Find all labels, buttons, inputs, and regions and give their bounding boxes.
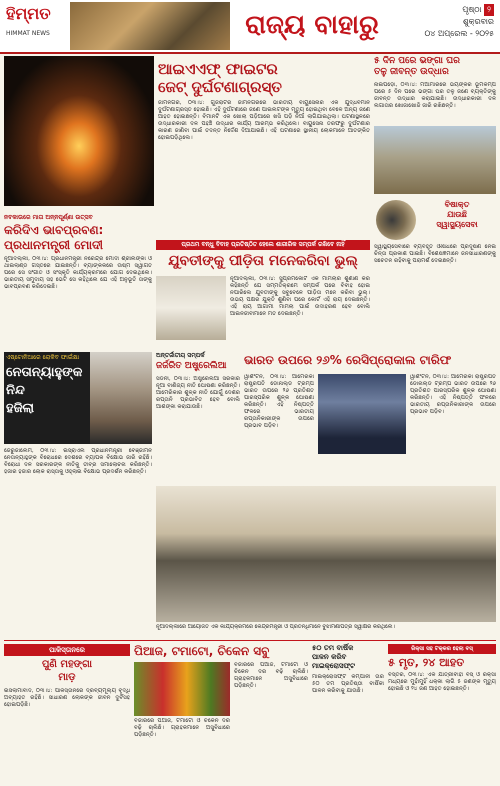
trump-photo (318, 374, 406, 454)
story-tariff (244, 352, 496, 482)
headline (312, 644, 384, 671)
headline-line2: ପାଳନ କରିବ (312, 653, 347, 661)
divider (4, 640, 496, 641)
story-body: ଜାମନଗର, ୦୩।୪: ଗୁଜରାଟର ଜାମନଗରରେ ଭାରତୀୟ ବାୟୁସେନାର ଏକ ଯୁଦ୍ଧବିମାନ ଦୁର୍ଘଟଣାଗ୍ରସ୍ତ ହୋଇଛି। ଏହି ଦୁର୍ଘଟଣାରେ ଜଣେ ପାଇଲଟଙ୍କ ମୃତ୍ୟୁ ହୋଇଥିବା ବେଳେ ଅନ୍ୟ ଜଣେ ଆହତ ହୋଇଛନ୍ତି। ବିମାନଟି ଏକ ଖୋଲା ପଡ଼ିଆରେ ଖସି ପଡ଼ି ନିଆଁ ଲାଗିଯାଇଥିଲା। ଘଟଣାସ୍ଥଳରେ ଉଦ୍ଧାରକାରୀ ଦଳ ପହଞ୍ଚି ଉଦ୍ଧାର କାର୍ଯ୍ୟ ଆରମ୍ଭ କରିଥିଲେ। ବାୟୁସେନା ତରଫରୁ ଦୁର୍ଘଟଣାର କାରଣ ଜାଣିବା ପାଇଁ ତଦନ୍ତ ନିର୍ଦ୍ଦେଶ ଦିଆଯାଇଛି। ଏହି ଘଟଣାରେ ସ୍ଥାନୀୟ ଲୋକମାନେ ଆତଙ୍କିତ ହୋଇପଡ଼ିଥିଲେ। (158, 100, 370, 141)
story-body: ବଜାରରେ ପିଆଜ, ଟମାଟୋ ଓ ଚିକେନ ଦର ବଢ଼ି ଚାଲିଛି। ଗ୍ରାହକମାନେ ଅସୁବିଧାରେ ପଡ଼ିଛନ୍ତି। (234, 662, 308, 689)
headline-line2: ଜେଟ୍ ଦୁର୍ଘଟଣାଗ୍ରସ୍ତ (158, 78, 282, 96)
headline-line1: ବିଷାକ୍ତ (444, 200, 470, 209)
netanyahu-body: ଜେରୁଜାଲେମ, ୦୩।୪: ଇସ୍ରାଏଲ ପ୍ରଧାନମନ୍ତ୍ରୀ ବେଞ୍ଜାମିନ ନେତାନ୍ୟାହୁଙ୍କ ବିରୋଧରେ ଦେଶରେ ବ୍ୟାପକ ବିକ୍ଷୋଭ ଜାରି ରହିଛି। ବିରୋଧୀ ଦଳ ସରକାରଙ୍କ ନୀତିକୁ ତୀବ୍ର ସମାଲୋଚନା କରିଛନ୍ତି। ହଜାର ହଜାର ଲୋକ ରାସ୍ତାକୁ ଓହ୍ଲାଇ ବିକ୍ଷୋଭ ପ୍ରଦର୍ଶନ କରିଛନ୍ତି। (4, 448, 152, 475)
page-number: ୨ (484, 4, 494, 16)
headline-line2: ମାଡ଼ (58, 672, 76, 683)
headline-line3: ସ୍ୱାସ୍ଥ୍ୟସେବା (436, 220, 478, 229)
vegetables-photo (134, 662, 230, 716)
headline: ଭାରତ ଉପରେ ୨୬% ରେସିପ୍ରୋକାଲ ଟାରିଫ (244, 353, 452, 367)
story-body: ମାଇକ୍ରୋସଫ୍ଟ କମ୍ପାନୀ ତାର ୫୦ ତମ ପ୍ରତିଷ୍ଠା ବାର୍ଷିକୀ ପାଳନ କରିବାକୁ ଯାଉଛି। (312, 674, 384, 694)
headline-line2: ପ୍ରଧାନମନ୍ତ୍ରୀ ମୋଦୀ (4, 238, 103, 252)
label: ପାକିସ୍ତାନରେ (4, 644, 130, 656)
story-body-2: ବଜାରରେ ପିଆଜ, ଟମାଟୋ ଓ ଚିକେନ ଦର ବଢ଼ି ଚାଲିଛି। ଗ୍ରାହକମାନେ ଅସୁବିଧାରେ ପଡ଼ିଛନ୍ତି। (134, 718, 230, 738)
headline: ଜର୍ଜରିତ ଅଷ୍ଟ୍ରେଲିଆ (156, 361, 227, 371)
masthead (0, 0, 500, 54)
headline: ପିଆଜ, ଟମାଟୋ, ଚିକେନ ସବୁ (134, 644, 270, 658)
story-modi (4, 214, 152, 348)
story-accident (388, 644, 496, 782)
logo-tagline: HIMMAT NEWS (6, 30, 50, 37)
headline-line3: ମାଇକ୍ରୋସଫ୍ଟ (312, 662, 356, 670)
story-body: ନାଇପିଡ଼ୋ, ୦୩।୪: ମିଆଁମାରରେ ଭୟଙ୍କର ଭୂମିକମ୍ପ ପରେ ୫ ଦିନ ପରେ ଭଙ୍ଗା ଘର ତଳୁ ଜଣେ ବ୍ୟକ୍ତିଙ୍କୁ ଜୀବନ୍ତ ଉଦ୍ଧାର କରାଯାଇଛି। ଉଦ୍ଧାରକାରୀ ଦଳ ଲଗାତାର ଖୋଜାଖୋଜି ଜାରି ରଖିଛନ୍ତି। (374, 82, 496, 109)
story-body-2: ୱାଶିଂଟନ, ୦୩।୪: ଆମେରିକା ରାଷ୍ଟ୍ରପତି ଡୋନାଲ୍ଡ ଟ୍ରମ୍ପ ଭାରତ ଉପରେ ୨୬ ପ୍ରତିଶତ ପାରସ୍ପରିକ ଶୁଳ୍କ ଘୋଷଣା କରିଛନ୍ତି। ଏହି ନିଷ୍ପତ୍ତି ଫଳରେ ଭାରତୀୟ ରପ୍ତାନିକାରୀଙ୍କ ଉପରେ ପ୍ରଭାବ ପଡ଼ିବ। (410, 374, 496, 415)
headline-line3: ହଜିଲା (6, 401, 35, 416)
headline-line2: ତଳୁ ଜୀବନ୍ତ ଉଦ୍ଧାର (374, 67, 449, 77)
headline-line1: କରିଦିଏ ଭାବପ୍ରବଣ: (4, 223, 104, 237)
headline-line1: ୫୦ ତମ ବାର୍ଷିକ (312, 644, 354, 652)
court-headline: ଯୁବତୀଙ୍କୁ ପୀଡ଼ିତା ମନେକରିବା ଭୁଲ୍ (168, 253, 358, 269)
kicker: ଏଷ୍ଟୋନିଆରେ ରୋକିବ ଫାଇଁକ୍ଷା (6, 354, 80, 361)
story-pakistan (4, 644, 130, 782)
masthead-photo (70, 2, 230, 50)
kicker: ଅନ୍ତର୍ଜାତୀୟ ସମ୍ପର୍କ (156, 352, 205, 359)
section-title: ରାଜ୍ୟ ବାହାରୁ (245, 10, 379, 40)
health-photo (376, 200, 416, 240)
logo-text: ହିମ୍ମତ (6, 4, 51, 23)
story-body: ସ୍ୱାସ୍ଥ୍ୟସେବାରେ ବ୍ୟବହୃତ ଔଷଧରେ ପ୍ରଦୂଷଣ ନେଇ ଚିନ୍ତା ପ୍ରକାଶ ପାଇଛି। ବିଶେଷଜ୍ଞମାନେ ଜନସାଧାରଣଙ୍କୁ ସଚେତନ ରହିବାକୁ ପରାମର୍ଶ ଦେଇଛନ୍ତି। (374, 244, 496, 264)
headline (418, 200, 496, 230)
headline (4, 223, 152, 253)
story-microsoft (312, 644, 384, 782)
dateline (398, 4, 494, 48)
story-health (374, 200, 496, 330)
day: ଶୁକ୍ରବାର (462, 17, 494, 26)
delegation-photo (156, 486, 496, 622)
story-body: ୱାଶିଂଟନ, ୦୩।୪: ଆମେରିକା ରାଷ୍ଟ୍ରପତି ଡୋନାଲ୍ଡ ଟ୍ରମ୍ପ ଭାରତ ଉପରେ ୨୬ ପ୍ରତିଶତ ପାରସ୍ପରିକ ଶୁଳ୍କ ଘୋଷଣା କରିଛନ୍ତି। ଏହି ନିଷ୍ପତ୍ତି ଫଳରେ ଭାରତୀୟ ରପ୍ତାନିକାରୀଙ୍କ ଉପରେ ପ୍ରଭାବ ପଡ଼ିବ। (244, 374, 314, 429)
story-body: ନୂଆଦିଲ୍ଲୀ, ୦୩।୪: ପ୍ରଧାନମନ୍ତ୍ରୀ ନରେନ୍ଦ୍ର ମୋଦୀ ଶ୍ରୀଲଙ୍କା ଓ ଥାଇଲାଣ୍ଡ ଗସ୍ତରେ ଯାଇଛନ୍ତି। ବ୍ୟାଙ୍କକରେ ଉଷ୍ମ ସ୍ୱାଗତ ପରେ ସେ ସଂଗୀତ ଓ ସଂସ୍କୃତି କାର୍ଯ୍ୟକ୍ରମରେ ଯୋଗ ଦେଇଥିଲେ। ଭାରତୀୟ ସମୁଦାୟ ସହ ଭେଟି ସେ କହିଥିଲେ ଯେ ଏହି ଅନୁଭୂତି ତାଙ୍କୁ ଭାବପ୍ରବଣ କରିଦେଇଛି। (4, 256, 152, 290)
page-label: ପୃଷ୍ଠା (462, 5, 482, 14)
story-body: ଇସଲାମାବାଦ, ୦୩।୪: ପାକିସ୍ତାନରେ ଦ୍ରବ୍ୟମୂଲ୍ୟ ବୃଦ୍ଧି ଅବ୍ୟାହତ ରହିଛି। ସାଧାରଣ ଲୋକଙ୍କ ଜୀବନ ଦୁର୍ବିସହ ହୋଇପଡ଼ିଛି। (4, 688, 130, 708)
date: ୦୪ ଅପ୍ରେଲ - ୨୦୨୫ (424, 29, 494, 38)
headline (374, 56, 496, 78)
headline (6, 364, 96, 418)
kicker: ନବକାଉରେ ମାତା ଅନ୍ନପୂର୍ଣ୍ଣା ଉତ୍ସବ (4, 214, 93, 221)
headline-line2: ଯାଉଛି (446, 210, 468, 219)
headline-line1: ପୁଣି ମହଙ୍ଗା (41, 659, 93, 670)
netanyahu-photo (90, 352, 152, 444)
headline-line1: ଆଇଏଏଫ୍ ଫାଇଟର (158, 60, 278, 78)
story-prices (134, 644, 308, 782)
label: ରିକ୍ସା ସହ ଟକ୍କର ହେଲା ବସ୍ (388, 644, 496, 654)
court-body: ନୂଆଦିଲ୍ଲୀ, ୦୩।୪: ସୁପ୍ରିମକୋର୍ଟ ଏକ ମାମଲାର ଶୁଣାଣି କରି କହିଛନ୍ତି ଯେ ସମ୍ମତିକ୍ରମେ ସମ୍ପର୍କ ପରେ ବିବାହ ହୋଇ ନପାରିଲେ ଯୁବତୀଙ୍କୁ ସବୁବେଳେ ପୀଡ଼ିତା ମନେ କରିବା ଭୁଲ୍। ଉଭୟ ପକ୍ଷର ଯୁକ୍ତି ଶୁଣିବା ପରେ କୋର୍ଟ ଏହି ରାୟ ଦେଇଛନ୍ତି। ଏହି ରାୟ ଆଗାମୀ ମାମଲା ପାଇଁ ଉଦାହରଣ ହେବ ବୋଲି ଆଇନଜୀବୀମାନେ ମତ ଦେଇଛନ୍ତି। (230, 276, 370, 317)
headline-line2: ନିନ୍ଦ (6, 383, 25, 398)
headline (4, 658, 130, 684)
headline-line1: ନେତାନ୍ୟାହୁଙ୍କ (6, 365, 83, 380)
paper-logo (6, 4, 68, 38)
fire-photo (4, 56, 154, 206)
headline-line1: ୫ ଦିନ ପରେ ଭଙ୍ଗା ଘର (374, 56, 460, 66)
photo-caption: ନୂଆଦିଲ୍ଲୀରେ ଆୟୋଜିତ ଏକ କାର୍ଯ୍ୟକ୍ରମରେ କେନ୍ଦ୍ରମନ୍ତ୍ରୀ ଓ ପ୍ରତିନିଧିମାନେ ବୁଝାମଣାପତ୍ର ସ୍ୱାକ୍ଷର କରିଥିଲେ। (156, 624, 395, 630)
story-rescue (374, 56, 496, 196)
story-kicker-banner: ପ୍ରଥମ ବନ୍ଧୁ ବିବାହ ପ୍ରତିଷ୍ଠିତ ହେଲେ ଶାରୀରିକ ସମ୍ପର୍କ ରଖିବେ ନାହିଁ (156, 240, 370, 250)
story-body: ସିଡନୀ, ୦୩।୪: ଅଷ୍ଟ୍ରେଲିଆ ସରକାର ନୂଆ ବାଣିଜ୍ୟ ନୀତି ଘୋଷଣା କରିଛନ୍ତି। ଆମେରିକାର ଶୁଳ୍କ ନୀତି ଯୋଗୁଁ ଦେଶର ରପ୍ତାନି ପ୍ରଭାବିତ ହେବ ବୋଲି ଆଶଙ୍କା କରାଯାଉଛି। (156, 376, 240, 410)
story-body: ବସ୍ତର, ୦୩।୪: ଏକ ଯାତ୍ରୀବାହୀ ବସ୍ ଓ ରିକ୍ସା ମଧ୍ୟରେ ମୁହାଁମୁହିଁ ଧକ୍କା ଲାଗି ୫ ଜଣଙ୍କ ମୃତ୍ୟୁ ହୋଇଛି ଓ ୨୪ ଜଣ ଆହତ ହୋଇଛନ୍ତି। (388, 672, 496, 692)
headline (158, 60, 370, 96)
headline: ୫ ମୃତ, ୨୪ ଆହତ (388, 656, 465, 669)
supreme-court-photo (156, 276, 226, 340)
rubble-photo (374, 126, 496, 194)
story-australia (156, 352, 240, 482)
story-netanyahu (4, 352, 152, 444)
